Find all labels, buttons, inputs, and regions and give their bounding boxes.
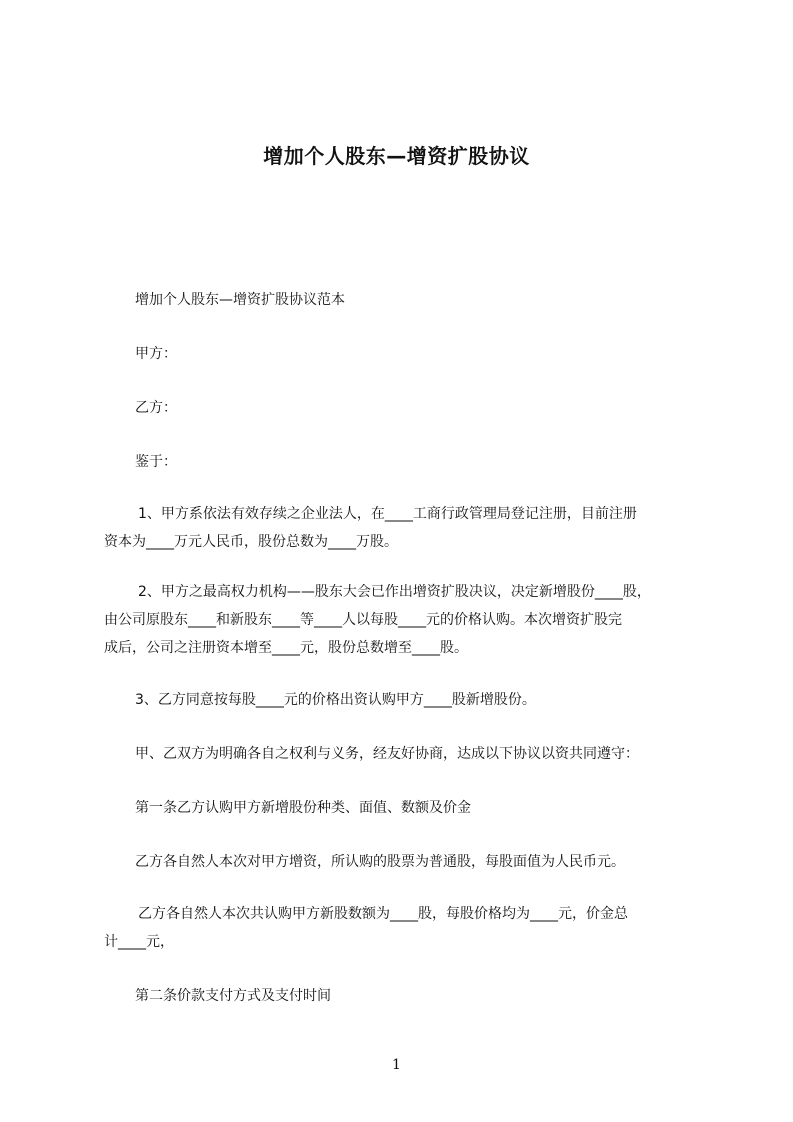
article-1-paragraph-2-line-2: 计____元，	[104, 934, 174, 950]
article-1-paragraph-2-line-1: 乙方各自然人本次共认购甲方新股数额为____股，每股价格均为____元，价金总	[138, 906, 628, 922]
agreement-intro: 甲、乙双方为明确各自之权利与义务，经友好协商，达成以下协议以资共同遵守：	[135, 746, 639, 762]
clause-1-line-2: 资本为____万元人民币，股份总数为____万股。	[104, 534, 398, 550]
document-title: 增加个人股东—增资扩股协议	[263, 144, 530, 168]
clause-2-line-1: 2、甲方之最高权力机构——股东大会已作出增资扩股决议，决定新增股份____股，	[138, 584, 651, 600]
whereas-label: 鉴于：	[135, 454, 177, 470]
document-subtitle: 增加个人股东—增资扩股协议范本	[135, 292, 345, 308]
party-a-label: 甲方：	[135, 346, 177, 362]
clause-3: 3、乙方同意按每股____元的价格出资认购甲方____股新增股份。	[135, 692, 536, 708]
article-1-paragraph-1: 乙方各自然人本次对甲方增资，所认购的股票为普通股，每股面值为人民币元。	[135, 854, 625, 870]
party-b-label: 乙方：	[135, 400, 177, 416]
article-2-heading: 第二条价款支付方式及支付时间	[135, 988, 331, 1004]
clause-1-line-1: 1、甲方系依法有效存续之企业法人，在____工商行政管理局登记注册，目前注册	[138, 506, 637, 522]
article-1-heading: 第一条乙方认购甲方新增股份种类、面值、数额及价金	[135, 800, 471, 816]
clause-2-line-3: 成后，公司之注册资本增至____元，股份总数增至____股。	[104, 640, 468, 656]
page-number: 1	[392, 1057, 401, 1073]
clause-2-line-2: 由公司原股东____和新股东____等____人以每股____元的价格认购。本次增资扩股完	[104, 612, 622, 628]
